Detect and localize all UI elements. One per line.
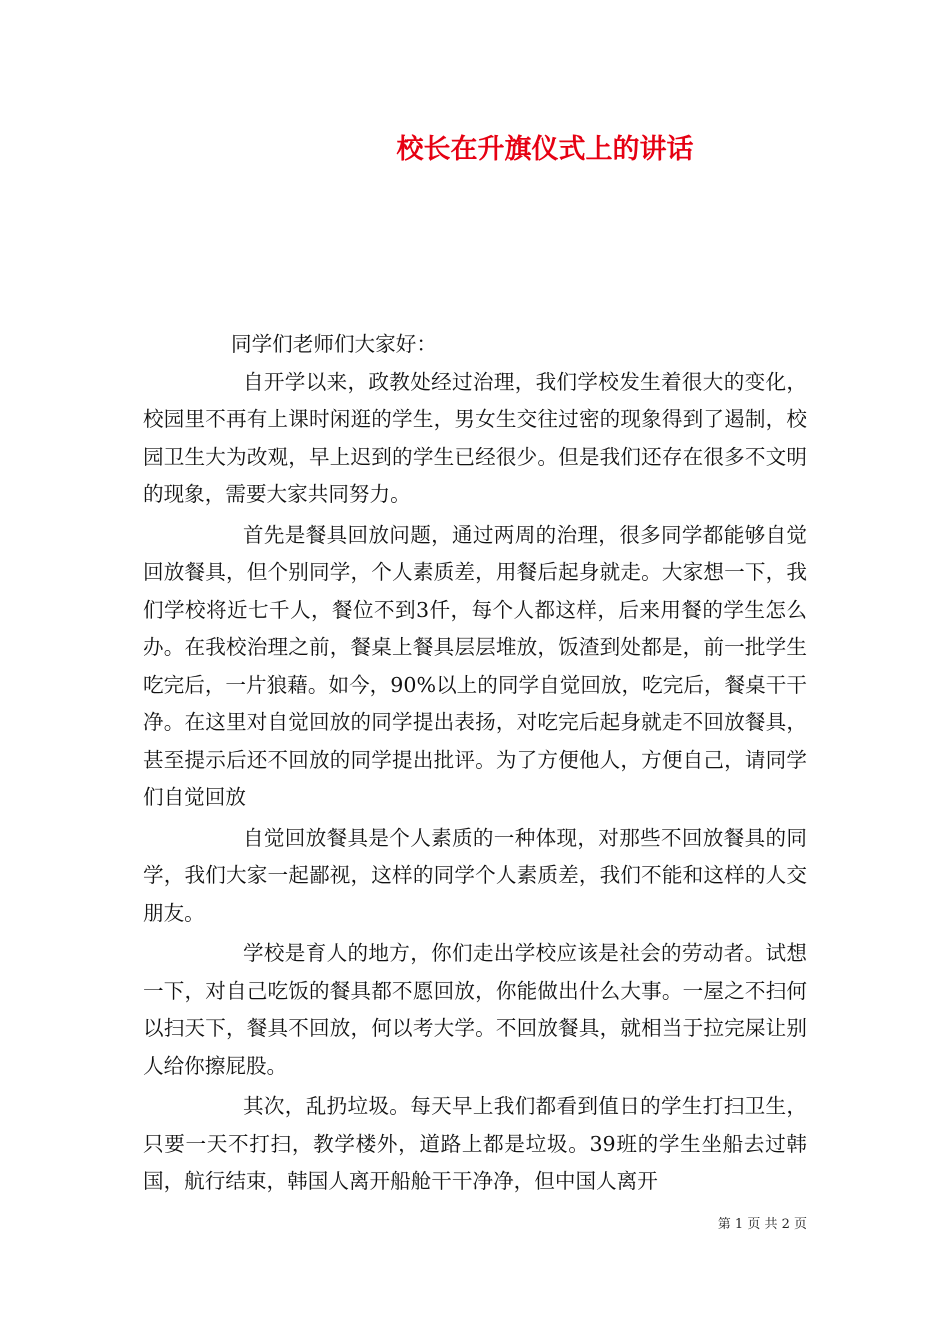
- paragraph: 其次，乱扔垃圾。每天早上我们都看到值日的学生打扫卫生，只要一天不打扫，教学楼外，道路上都是垃圾。39班的学生坐船去过韩国，航行结束，韩国人离开船舱干干净净，但中国人离开: [143, 1094, 807, 1193]
- document-title: 校长在升旗仪式上的讲话: [396, 134, 694, 165]
- document-body: [143, 326, 807, 1201]
- page-number: 第 1 页 共 2 页: [717, 1217, 807, 1232]
- greeting-line: 同学们老师们大家好：: [231, 332, 437, 356]
- paragraph: 学校是育人的地方，你们走出学校应该是社会的劳动者。试想一下，对自己吃饭的餐具都不愿回放，你能做出什么大事。一屋之不扫何以扫天下，餐具不回放，何以考大学。不回放餐具，就相当于拉完屎让别人给你擦屁股。: [143, 941, 807, 1078]
- paragraph: 自开学以来，政教处经过治理，我们学校发生着很大的变化，校园里不再有上课时闲逛的学生，男女生交往过密的现象得到了遏制，校园卫生大为改观，早上迟到的学生已经很少。但是我们还存在很多不文明的现象，需要大家共同努力。: [143, 369, 807, 506]
- paragraph: 自觉回放餐具是个人素质的一种体现，对那些不回放餐具的同学，我们大家一起鄙视，这样的同学个人素质差，我们不能和这样的人交朋友。: [143, 825, 807, 925]
- paragraph: 首先是餐具回放问题，通过两周的治理，很多同学都能够自觉回放餐具，但个别同学，个人素质差，用餐后起身就走。大家想一下，我们学校将近七千人，餐位不到3仟，每个人都这样，后来用餐的学生怎么办。在我校治理之前，餐桌上餐具层层堆放，饭渣到处都是，前一批学生吃完后，一片狼藉。如今，90%以上的同学自觉回放，吃完后，餐桌干干净。在这里对自觉回放的同学提出表扬，对吃完后起身就走不回放餐具，甚至提示后还不回放的同学提出批评。为了方便他人，方便自己，请同学们自觉回放: [143, 522, 807, 809]
